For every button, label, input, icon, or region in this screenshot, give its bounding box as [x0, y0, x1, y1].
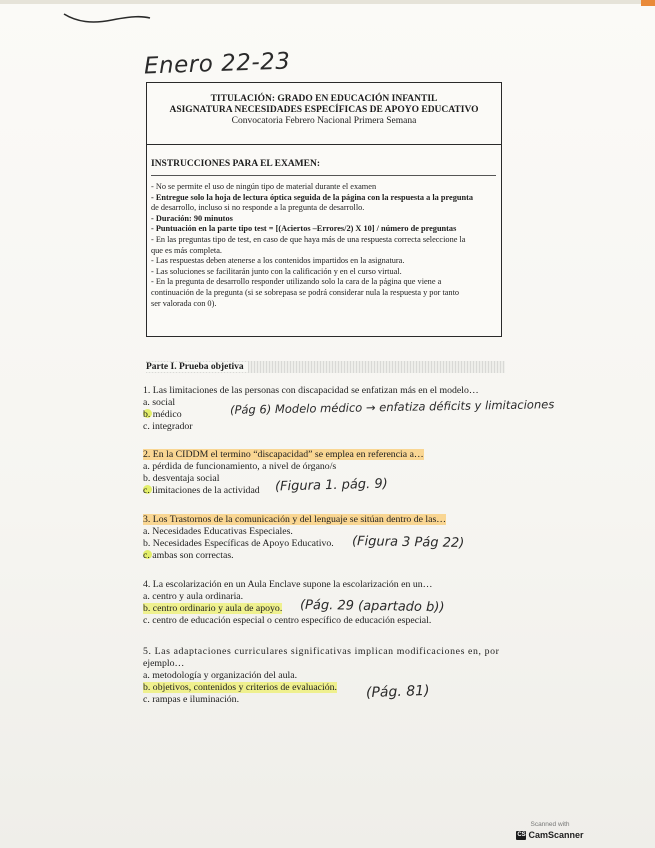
handwritten-note: (Pág. 81)	[365, 682, 430, 702]
option-selected	[143, 682, 499, 694]
exam-header	[147, 83, 501, 145]
option: a. pérdida de funcionamiento, a nivel de órgano/s	[143, 461, 337, 472]
camscanner-logo-icon: CS	[517, 831, 526, 838]
scanned-with-label: Scanned with	[530, 821, 570, 828]
pen-scribble	[62, 8, 152, 26]
header-line-subject: ASIGNATURA NECESIDADES ESPECÍFICAS DE APOYO EDUCATIVO	[169, 105, 479, 115]
header-line-degree: TITULACIÓN: GRADO EN EDUCACIÓN INFANTIL	[210, 94, 438, 104]
question-stem: 1. Las limitaciones de las personas con discapacidad se enfatizan más en el modelo…	[143, 385, 479, 396]
option: c. integrador	[143, 421, 193, 432]
instruction-item: - Las soluciones se facilitarán junto con la calificación y en el curso virtual.	[151, 266, 402, 276]
option: c. rampas e iluminación.	[143, 694, 240, 705]
instruction-item: - No se permite el uso de ningún tipo de material durante el examen	[151, 182, 377, 191]
section-title-text: Parte I. Prueba objetiva	[146, 362, 248, 372]
instruction-item: continuación de la pregunta (si se sobrepasa se podrá considerar nula la respuesta y por tanto	[151, 287, 460, 297]
question-5	[143, 646, 499, 706]
option: a. centro y aula ordinaria.	[143, 591, 244, 602]
handwritten-note: (Pág 6) Modelo médico → enfatiza déficits y limitaciones	[229, 397, 555, 417]
camscanner-brand-text: CamScanner	[528, 830, 584, 840]
section-title	[146, 361, 505, 373]
option-text: c. ambas son correctas.	[143, 550, 234, 561]
page-top-edge	[0, 0, 655, 4]
instruction-item: - En la pregunta de desarrollo responder utilizando solo la cara de la página que viene a	[151, 277, 442, 287]
option-selected	[143, 550, 446, 562]
instruction-item: - Las respuestas deben atenerse a los contenidos impartidos en la asignatura.	[151, 256, 405, 266]
question-stem: 5. Las adaptaciones curriculares significativas implican modificaciones en, por	[143, 646, 500, 657]
instruction-item: - Puntuación en la parte tipo test = [(Aciertos –Errores/2) X 10] / número de preguntas	[151, 224, 457, 234]
instruction-item: - Entregue solo la hoja de lectura óptica seguida de la página con la respuesta a la pregunta	[151, 192, 473, 202]
option: b. desventaja social	[143, 473, 220, 484]
instruction-item: que es más completa.	[151, 245, 222, 255]
instruction-item: - Duración: 90 minutos	[151, 213, 233, 223]
option-text: b. centro ordinario y aula de apoyo.	[143, 603, 283, 614]
instructions-list	[151, 182, 496, 309]
option: a. metodología y organización del aula.	[143, 670, 298, 681]
option: c. centro de educación especial o centro específico de educación especial.	[143, 615, 432, 626]
header-line-session: Convocatoria Febrero Nacional Primera Semana	[231, 116, 417, 126]
handwritten-title: Enero 22-23	[143, 48, 291, 80]
exam-header-box	[146, 82, 502, 337]
instruction-item: de desarrollo, incluso si no responde a la pregunta de desarrollo.	[151, 203, 365, 213]
question-stem-text: 2. En la CIDDM el termino “discapacidad” se emplea en referencia a…	[143, 449, 424, 460]
instructions-heading: INSTRUCCIONES PARA EL EXAMEN:	[151, 159, 496, 176]
instruction-item: - En las preguntas tipo de test, en caso de que haya más de una respuesta correcta seleccione la	[151, 234, 466, 244]
option: b. Necesidades Específicas de Apoyo Educativo.	[143, 538, 334, 549]
orange-tab-mark	[641, 0, 655, 6]
option: a. social	[143, 397, 176, 408]
option-text: c. limitaciones de la actividad	[143, 485, 260, 496]
question-stem: 4. La escolarización en un Aula Enclave supone la escolarización en un…	[143, 579, 433, 590]
option: a. Necesidades Educativas Especiales.	[143, 526, 293, 537]
question-stem-continued: ejemplo…	[143, 658, 185, 669]
instruction-item: ser valorada con 0).	[151, 298, 217, 308]
option-text: b. objetivos, contenidos y criterios de evaluación.	[143, 682, 337, 693]
camscanner-watermark	[514, 821, 586, 845]
handwritten-note: (Figura 1. pág. 9)	[274, 476, 388, 495]
option-text: b. médico	[143, 409, 182, 420]
handwritten-note: (Pág. 29 (apartado b))	[299, 597, 445, 616]
camscanner-brand	[514, 829, 586, 841]
question-stem	[143, 514, 446, 526]
question-stem-text: 3. Los Trastornos de la comunicación y del lenguaje se sitúan dentro de las…	[143, 514, 447, 525]
handwritten-note: (Figura 3 Pág 22)	[351, 534, 465, 551]
question-stem	[143, 449, 424, 461]
